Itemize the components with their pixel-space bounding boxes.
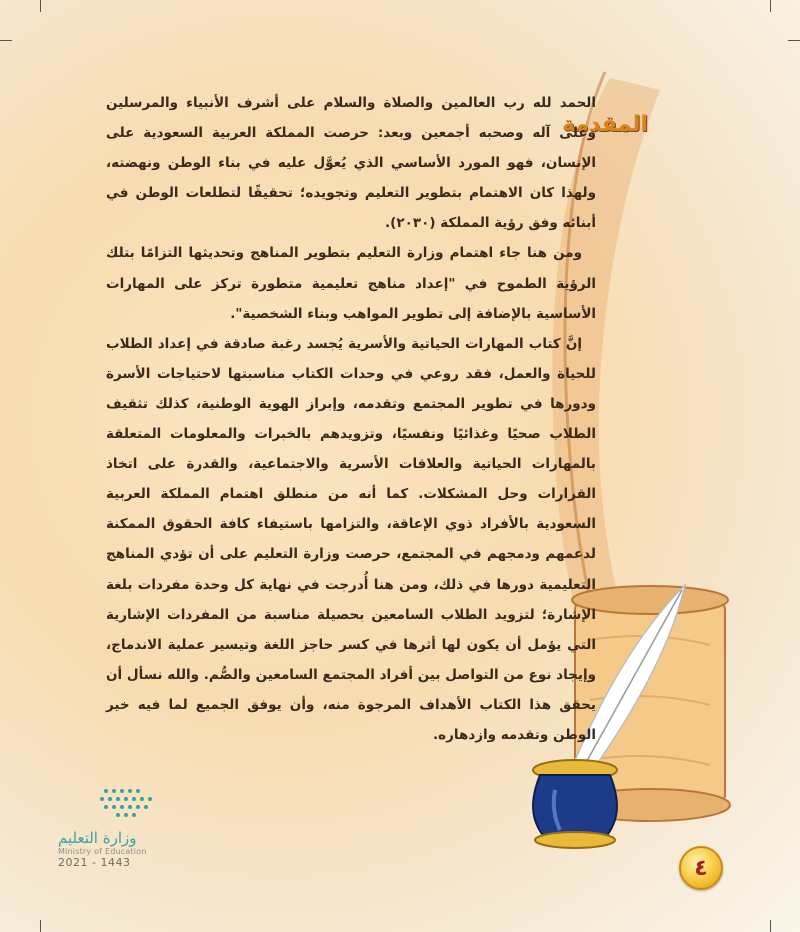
paragraph: ومن هنا جاء اهتمام وزارة التعليم بتطوير المناهج وتحديثها التزامًا بتلك الرؤية الطموح في "إعداد مناهج تعليمية متطورة تركز على المهارات الأساسية بالإضافة إلى تطوير المواهب وبناء الشخصية".	[106, 245, 596, 322]
crop-mark	[40, 920, 41, 932]
page-heading: المقدمة	[561, 112, 648, 137]
crop-mark	[770, 0, 771, 12]
ministry-years: 2021 - 1443	[58, 856, 131, 869]
paragraph: إنَّ كتاب المهارات الحياتية والأسرية يُجسد رغبة صادقة في إعداد الطلاب للحياة والعمل، فقد روعي في وحدات الكتاب مناسبتها لاحتياجات الأسرة ودورها في تطوير المجتمع وتقدمه، وإبراز الهوية الوطنية، كذلك تثقيف الطلاب صحيًا وغذائيًا ونفسيًا، وتزويدهم بالخبرات والمعلومات المتعلقة بالمهارات الحياتية والعلاقات الأسرية والاجتماعية، والقدرة على اتخاذ القرارات وحل المشكلات. كما أنه من منطلق اهتمام المملكة العربية السعودية بالأفراد ذوي الإعاقة، والتزامها باستيفاء كافة الحقوق الممكنة لدعمهم ودمجهم في المجتمع، حرصت وزارة التعليم على أن تؤدي المناهج التعليمية دورها في ذلك، ومن هنا أُدرجت في نهاية كل وحدة مفردات بلغة الإشارة؛ لتزويد الطلاب السامعين بحصيلة مناسبة من المفردات الإشارية التي يؤمل أن يكون لها أثرها في كسر حاجز اللغة وتيسير عملية الاندماج، وإيجاد نوع من التواصل بين أفراد المجتمع السامعين والصُّم. والله نسأل أن يحقق هذا الكتاب الأهداف المرجوة منه، وأن يوفق الجميع لما فيه خير الوطن وتقدمه وازدهاره.	[106, 335, 596, 743]
crop-mark	[0, 40, 12, 41]
crop-mark	[788, 40, 800, 41]
ink-pot-illustration	[533, 760, 617, 848]
introduction-body	[106, 88, 596, 750]
crop-mark	[770, 920, 771, 932]
page-number-badge: ٤	[679, 846, 723, 890]
paragraph: الحمد لله رب العالمين والصلاة والسلام على أشرف الأنبياء والمرسلين وعلى آله وصحبه أجمعين وبعد: حرصت المملكة العربية السعودية على الإنسان، فهو المورد الأساسي الذي يُعوَّل عليه في بناء الوطن ونهضته، ولهذا كان الاهتمام بتطوير التعليم وتجويده؛ تحقيقًا لتطلعات الوطن في أبنائه وفق رؤية المملكة (٢٠٣٠).	[106, 95, 596, 232]
ministry-name-english: Ministry of Education	[58, 847, 147, 856]
ministry-logo-block	[58, 785, 168, 869]
ministry-logo-icon	[96, 785, 160, 825]
ministry-name-arabic: وزارة التعليم	[58, 829, 137, 847]
crop-mark	[40, 0, 41, 12]
